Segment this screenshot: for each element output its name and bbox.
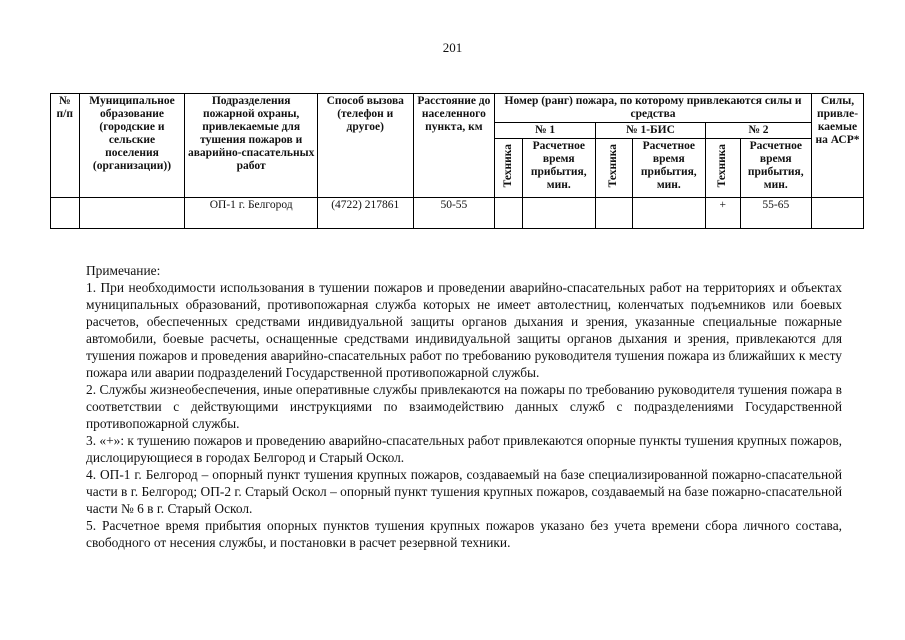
table-row xyxy=(51,198,864,229)
note-item-5: 5. Расчетное время прибытия опорных пунктов тушения крупных пожаров указано без учета времени сбора личного состава, свободного от несения службы, и постановки в расчет резервной техники. xyxy=(86,518,842,550)
header-fire-rank: Номер (ранг) пожара, по которому привлекаются силы и средства xyxy=(495,94,812,123)
cell-asr xyxy=(811,198,863,229)
cell-r1-time xyxy=(522,198,595,229)
header-rank-1bis: № 1-БИС xyxy=(595,123,705,139)
header-tech-2-label: Техника xyxy=(716,144,729,188)
cell-r1bis-time xyxy=(632,198,705,229)
cell-r1-tech xyxy=(495,198,523,229)
header-num: № п/п xyxy=(51,94,80,198)
note-item-4: 4. ОП-1 г. Белгород – опорный пункт тушения крупных пожаров, создаваемый на базе специализированной пожарно-спасательной части в г. Белгород; ОП-2 г. Старый Оскол – опорный пункт тушения крупных пожаров, создаваемый на базе пожарно-спасательной части № 6 в г. Старый Оскол. xyxy=(86,467,842,516)
cell-distance: 50-55 xyxy=(413,198,494,229)
page-number: 201 xyxy=(442,40,463,55)
notes-title: Примечание: xyxy=(86,263,161,278)
header-asr: Силы, привле-каемые на АСР* xyxy=(811,94,863,198)
note-item-2: 2. Службы жизнеобеспечения, иные оперативные службы привлекаются на пожары по требованию руководителя тушения пожара в соответствии с действующими инструкциями по взаимодействию данных служб с подразделениями Государственной противопожарной службы. xyxy=(86,382,842,431)
header-municipal: Муниципальное образование (городские и сельские поселения (организации)) xyxy=(79,94,185,198)
cell-unit: ОП-1 г. Белгород xyxy=(185,198,317,229)
cell-r1bis-tech xyxy=(595,198,632,229)
header-time-1: Расчетное время прибытия, мин. xyxy=(522,139,595,198)
header-call-method: Способ вызова (телефон и другое) xyxy=(317,94,413,198)
note-item-3: 3. «+»: к тушению пожаров и проведению аварийно-спасательных работ привлекаются опорные пункты тушения крупных пожаров, дислоцирующиеся в городах Белгород и Старый Оскол. xyxy=(86,433,842,465)
cell-phone: (4722) 217861 xyxy=(317,198,413,229)
header-distance: Расстояние до населенного пункта, км xyxy=(413,94,494,198)
header-units: Подразделения пожарной охраны, привлекаемые для тушения пожаров и аварийно-спасательных работ xyxy=(185,94,317,198)
cell-r2-time: 55-65 xyxy=(740,198,811,229)
header-tech-1-label: Техника xyxy=(501,144,514,188)
header-time-2: Расчетное время прибытия, мин. xyxy=(740,139,811,198)
header-rank-1: № 1 xyxy=(495,123,596,139)
cell-municipal xyxy=(79,198,185,229)
cell-num xyxy=(51,198,80,229)
header-tech-1bis-label: Техника xyxy=(607,144,620,188)
note-item-1: 1. При необходимости использования в тушении пожаров и проведении аварийно-спасательных работ на территориях и объектах муниципальных образований, противопожарная служба которых не имеет автолестниц, коленчатых подъемников или боевых расчетов, обеспеченных средствами индивидуальной защиты органов дыхания и зрения, указанные специальные пожарные автомобили, боевые расчеты, оснащенные средствами индивидуальной защиты органов дыхания и зрения, привлекаются для тушения пожаров и проведения аварийно-спасательных работ по требованию руководителя тушения пожара из ближайших к месту пожара или аварии подразделений Государственной противопожарной службы. xyxy=(86,280,842,380)
header-time-1bis: Расчетное время прибытия, мин. xyxy=(632,139,705,198)
header-tech-2 xyxy=(705,139,740,198)
header-rank-2: № 2 xyxy=(705,123,811,139)
cell-r2-tech: + xyxy=(705,198,740,229)
header-tech-1bis xyxy=(595,139,632,198)
notes-section xyxy=(86,262,842,551)
fire-response-table xyxy=(50,93,864,229)
header-tech-1 xyxy=(495,139,523,198)
